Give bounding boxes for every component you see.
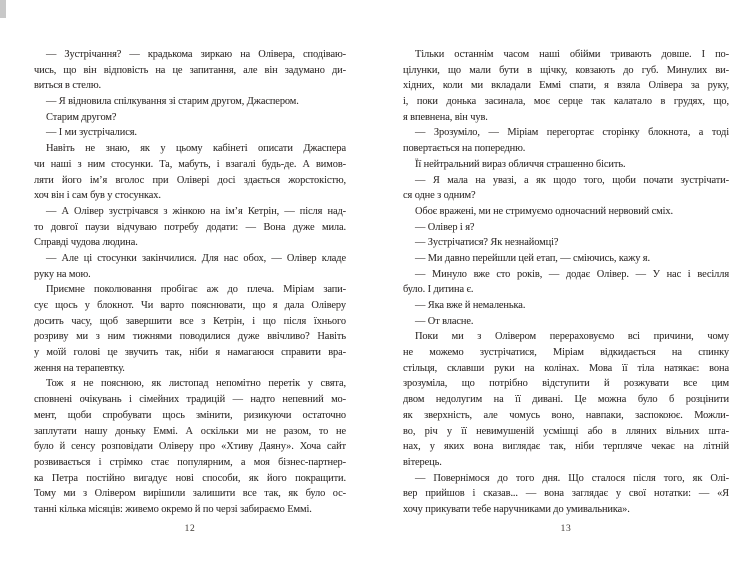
- text-line: — Олівер і я?: [415, 221, 475, 233]
- text-line: і, поки донька засинала, моє серце так калатало в грудях, що,: [403, 96, 729, 108]
- text-line: Поки ми з Олівером перераховуємо всі причини, чому: [415, 331, 729, 343]
- text-line: хочу прикувати тебе наручниками до умивальника».: [403, 503, 630, 515]
- text-line: було й сенсу розповідати Оліверу про «Хтиву Даяну». Хоча сайт: [34, 441, 346, 453]
- text-line: ляти його ім’я вголос при Олівері досі здається жорстокістю,: [34, 174, 346, 186]
- text-line: — Яка вже й немаленька.: [415, 300, 526, 311]
- text-line: двом недолугим на її дивані. Це можна було б розцінити: [403, 394, 729, 406]
- text-line: сує щось у блокнот. Чи варто пояснювати, що я дала Оліверу: [34, 300, 346, 311]
- text-line: не можемо зустрічатися, Міріам відкидається на спинку: [403, 347, 729, 359]
- text-line: нах, у яких вона виглядає так, ніби терпляче чекає на літній: [403, 441, 729, 453]
- text-line: — Я мала на увазі, а як щодо того, щоби почати зустрічати-: [415, 174, 729, 186]
- text-line: Справді чудова людина.: [34, 237, 138, 249]
- text-line: во, річ у її невимушеній усмішці або в лляних вільних шта-: [403, 425, 729, 437]
- text-line: чись, що він відповість на це запитання, але він задумано ди-: [34, 64, 346, 76]
- text-line: Її нейтральний вираз обличчя страшенно бісить.: [415, 158, 626, 170]
- text-line: досить часу, щоб завершити все з Кетрін, і що після їхнього: [34, 315, 346, 327]
- text-line: то довгої паузи відчуваю потребу додати: — Вона дуже мила.: [34, 221, 346, 233]
- text-line: сповнені очікувань і сімейних традицій — надто непевний мо-: [34, 394, 346, 406]
- text-line: заплутати нашу доньку Еммі. А оскільки ми не разом, то не: [34, 425, 346, 437]
- window-edge-artifact: [0, 0, 6, 18]
- text-line: було. І дитина є.: [403, 284, 474, 296]
- page-right-text: [403, 47, 729, 518]
- text-line: вер прийшов і сказав... — вона заглядає у свої нотатки: — «Я: [403, 488, 729, 500]
- text-line: Тому ми з Олівером вирішили залишити все так, як було ос-: [34, 488, 346, 500]
- text-line: хоч він і сам був у стосунках.: [34, 190, 161, 202]
- text-line: Тож я не пояснюю, як листопад непомітно перетік у свята,: [46, 378, 346, 390]
- text-line: Навіть не знаю, як у цьому кабінеті описати Джаспера: [46, 143, 346, 155]
- text-line: — А Олівер зустрічався з жінкою на ім’я Кетрін, — після над-: [46, 205, 346, 217]
- page-number-right: 13: [560, 523, 572, 534]
- text-line: — Зрозуміло, — Міріам перегортає сторінку блокнота, а тоді: [415, 127, 729, 139]
- text-line: ка Петра постійно вигадує нові способи, як його покращити.: [34, 472, 346, 484]
- text-line: — Ми давно перейшли цей етап, — сміючись, кажу я.: [415, 252, 650, 264]
- page-left: [34, 47, 346, 534]
- text-line: Тільки останнім часом наші обійми тривають довше. І по-: [415, 49, 729, 60]
- text-line: — Але ці стосунки закінчилися. Для нас обох, — Олівер кладе: [46, 252, 346, 264]
- text-line: — Я відновила спілкування зі старим другом, Джаспером.: [46, 96, 299, 108]
- text-line: — Минуло вже сто років, — додає Олівер. — У нас і весілля: [415, 268, 729, 280]
- text-line: — От власне.: [415, 315, 474, 327]
- text-line: — І ми зустрічалися.: [46, 127, 137, 139]
- text-line: — Зустрічатися? Як незнайомці?: [415, 237, 559, 249]
- text-line: — Повернімося до того дня. Що сталося після того, як Олі-: [415, 472, 729, 484]
- text-line: у моїй голові це звучить так, ніби я намагаюся справити вра-: [34, 347, 346, 359]
- text-line: розвивається і стрімко стає популярним, а моя бізнес-партнер-: [34, 456, 346, 468]
- text-line: мент, щоби спробувати щось змінити, ризикуючи остаточно: [34, 409, 346, 421]
- text-line: Обоє вражені, ми не стримуємо одночасний нервовий сміх.: [415, 205, 673, 217]
- text-line: як зверхність, але чомусь воно, навпаки, заспокоює. Можли-: [403, 409, 729, 421]
- page-number-left: 12: [184, 523, 196, 534]
- text-line: ження на терапевтку.: [34, 362, 125, 374]
- text-line: хідних, коли ми вкладали Еммі спати, я взяла Олівера за руку,: [403, 80, 729, 92]
- page-right: [403, 47, 729, 534]
- text-line: — Зустрічання? — крадькома зиркаю на Олівера, сподіваю-: [46, 49, 346, 60]
- text-line: цілунки, що мали бути в щічку, ковзають до губ. Минулих ви-: [403, 64, 729, 76]
- text-line: Старим другом?: [46, 111, 117, 123]
- text-line: я впевнена, він чув.: [403, 111, 488, 123]
- text-line: чи наші з ним стосунки. Та, мабуть, і взагалі будь-де. А вимов-: [34, 158, 346, 170]
- text-line: стільця, склавши руки на колінах. Мова її тіла натякає: вона: [403, 362, 729, 374]
- text-line: танні кілька місяців: живемо окремо й по черзі забираємо Еммі.: [34, 503, 312, 515]
- text-line: зрозуміла, що потрібно відступити й розжувати все цим: [403, 378, 729, 390]
- text-line: вітерець.: [403, 456, 442, 468]
- text-line: виться в стелю.: [34, 80, 102, 92]
- text-line: ся одне з одним?: [403, 190, 476, 202]
- text-line: Приємне поколювання пробігає аж до плеча. Міріам запи-: [46, 284, 346, 296]
- text-line: розриву ми з ним тижнями поводилися дуже ввічливо? Навіть: [34, 331, 346, 343]
- text-line: руку на мою.: [34, 268, 91, 280]
- page-left-text: [34, 47, 346, 518]
- text-line: повертається на попередню.: [403, 143, 526, 155]
